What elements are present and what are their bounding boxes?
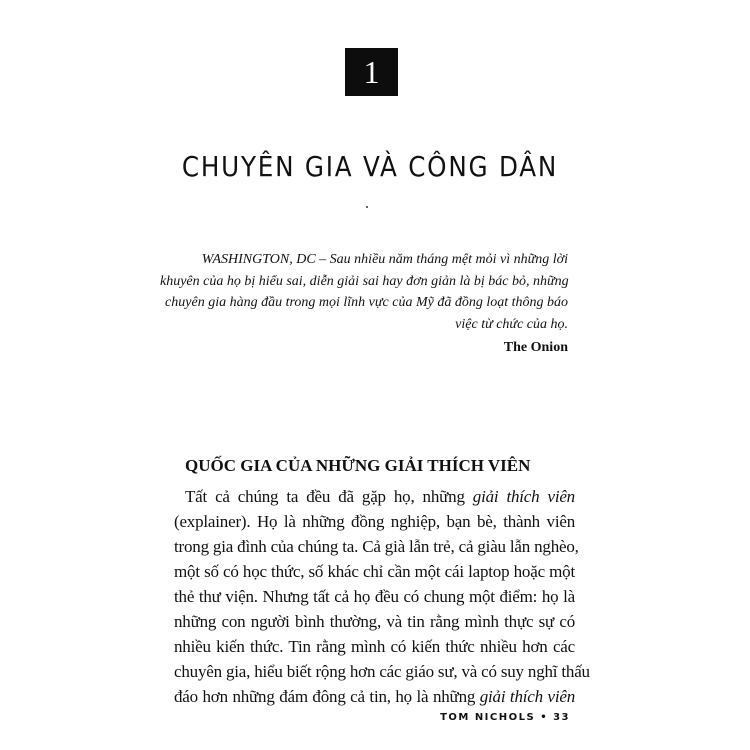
body-line xyxy=(174,684,575,709)
text: Tất cả chúng ta đều đã gặp họ, những xyxy=(185,487,473,506)
epigraph-block xyxy=(160,249,568,357)
epigraph-source: The Onion xyxy=(503,340,568,355)
italic-term: giải thích viên xyxy=(472,487,575,506)
footer-separator: • xyxy=(540,712,549,723)
body-line: những con người bình thường, và tin rằng mình thực sự có xyxy=(174,612,575,631)
body-line: (explainer). Họ là những đồng nghiệp, bạn bè, thành viên xyxy=(174,512,575,531)
epigraph-line: việc từ chức của họ. xyxy=(455,316,568,332)
body-line: thẻ thư viện. Nhưng tất cả họ đều có chung một điểm: họ là xyxy=(174,587,575,606)
body-line: chuyên gia, hiểu biết rộng hơn các giáo sư, và có suy nghĩ thấu xyxy=(174,662,590,681)
body-line: nhiều kiến thức. Tin rằng mình có kiến thức nhiều hơn các xyxy=(174,637,575,656)
footer-author: TOM NICHOLS xyxy=(440,712,536,723)
body-line xyxy=(174,484,575,509)
chapter-number: 1 xyxy=(363,53,380,90)
body-text xyxy=(174,484,590,709)
page-number: 33 xyxy=(553,712,570,723)
chapter-title: CHUYÊN GIA VÀ CÔNG DÂN xyxy=(181,150,559,183)
chapter-number-box xyxy=(345,48,398,96)
ornament-dot xyxy=(366,206,368,208)
epigraph-line: WASHINGTON, DC – Sau nhiều năm tháng mệt mỏi vì những lời xyxy=(201,252,568,267)
body-line: trong gia đình của chúng ta. Cả già lẫn trẻ, cả giàu lẫn nghèo, xyxy=(174,537,579,556)
epigraph-line: chuyên gia hàng đầu trong mọi lĩnh vực của Mỹ đã đồng loạt thông báo xyxy=(165,295,568,310)
section-heading: QUỐC GIA CỦA NHỮNG GIẢI THÍCH VIÊN xyxy=(185,456,531,475)
body-line: một số có học thức, số khác chỉ cần một cái laptop hoặc một xyxy=(174,562,575,581)
italic-term: giải thích viên xyxy=(479,687,575,706)
text: đáo hơn những đám đông cả tin, họ là những xyxy=(174,687,480,706)
page-footer xyxy=(440,712,570,724)
epigraph xyxy=(160,249,568,335)
epigraph-line: khuyên của họ bị hiểu sai, diễn giải sai hay đơn giản là bị bác bỏ, những xyxy=(160,273,569,289)
